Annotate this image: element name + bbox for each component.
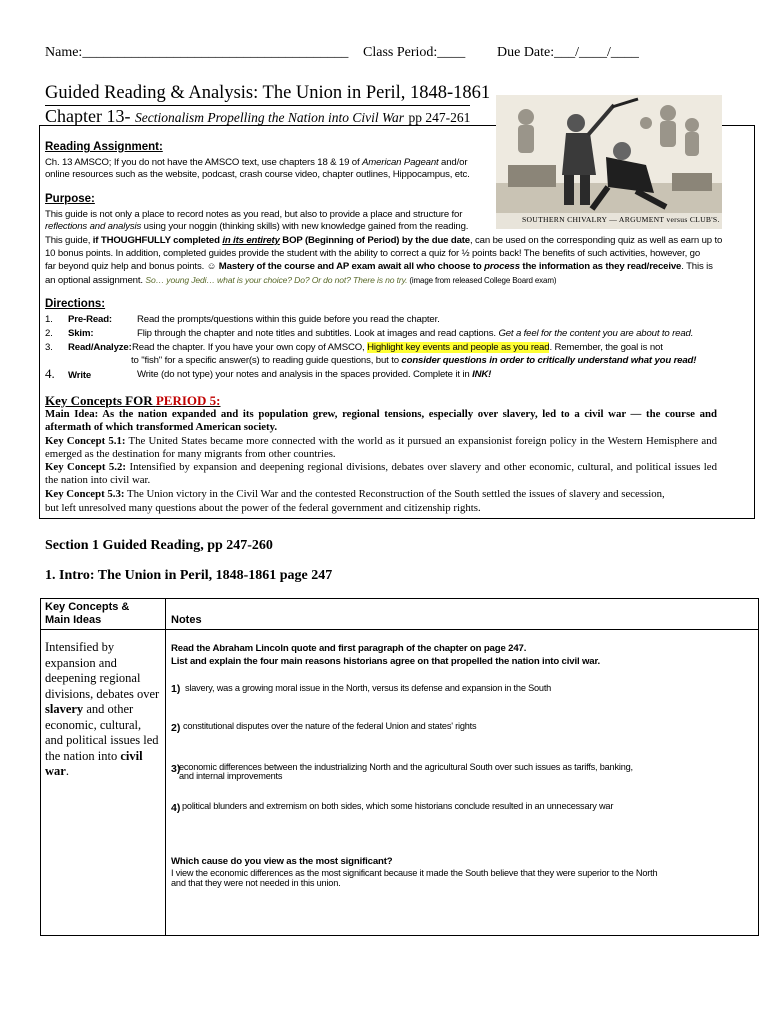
ra-or: and/or xyxy=(438,157,468,168)
main-idea: Main Idea: As the nation expanded and its population grew, regional tensions, especially over slavery, led to a civil war — the course and aftermath of which transformed American society. xyxy=(45,408,717,434)
notes-prompt-1: Read the Abraham Lincoln quote and first paragraph of the chapter on page 247. xyxy=(171,643,527,654)
p5c: process xyxy=(484,261,520,272)
chapter-pages: pp 247-261 xyxy=(408,110,471,125)
reading-assignment-heading: Reading Assignment: xyxy=(45,141,163,153)
th1-l2: Main Ideas xyxy=(45,614,102,626)
p3e: , can be used on the corresponding quiz as well as earn up to xyxy=(470,235,723,246)
purpose-line6 xyxy=(45,275,556,287)
key-concept-5-3 xyxy=(45,488,665,501)
p6b: So… young Jedi… what is your choice? Do? Or do not? There is no try. xyxy=(145,275,408,285)
reason-2-number: 2) xyxy=(171,722,181,734)
direction-3-label: Read/Analyze: xyxy=(68,342,132,353)
chapter-heading xyxy=(45,106,470,127)
d3l2b: consider questions in order to critically understand what you read xyxy=(401,355,694,366)
direction-2-num: 2. xyxy=(45,328,53,339)
p5e: . This is xyxy=(681,261,713,272)
reason-2-answer[interactable]: constitutional disputes over the nature of the federal Union and states' rights xyxy=(183,721,477,731)
purpose-heading-text: Purpose xyxy=(45,193,92,205)
direction-1-text: Read the prompts/questions within this guide before you read the chapter. xyxy=(137,314,440,325)
d3hl: Highlight key events and people as you read xyxy=(367,342,550,353)
directions-heading: Directions: xyxy=(45,298,106,310)
reading-assignment-line2: online resources such as the website, podcast, crash course video, chapter outlines, Hippocampus, etc. xyxy=(45,169,470,180)
main-idea-cell xyxy=(45,640,160,780)
p6a: an optional assignment. xyxy=(45,275,146,286)
lc-a: Intensified by expansion and deepening regional divisions, debates over xyxy=(45,640,160,701)
ra-text: Ch. 13 AMSCO; If you do not have the AMSCO text, use chapters 18 & 19 of xyxy=(45,157,363,168)
direction-4-num: 4. xyxy=(45,366,55,381)
purpose-line5 xyxy=(45,261,713,273)
purpose-line4: 10 bonus points. In addition, completed guides provide the student with the ability to correct a quiz for ½ points back! The benefits of such activities, however, go xyxy=(45,248,701,259)
key-concepts-heading xyxy=(45,393,221,409)
class-period-field[interactable]: Class Period:____ xyxy=(363,45,466,60)
intro-title: 1. Intro: The Union in Peril, 1848-1861 page 247 xyxy=(45,568,333,583)
d3l2c: ! xyxy=(693,355,697,366)
th1-l1: Key Concepts & xyxy=(45,601,130,613)
reason-4-number: 4) xyxy=(171,802,181,814)
d3t: Read the chapter. If you have your own copy of AMSCO, xyxy=(132,342,368,353)
direction-3-line2 xyxy=(131,355,696,367)
d2ti: Get a feel for the content you are about to read. xyxy=(498,328,694,339)
p3c: in its entirety xyxy=(222,235,280,246)
kc51-label: Key Concept 5.1: xyxy=(45,435,126,447)
lc-e: . xyxy=(65,764,69,778)
kc52-label: Key Concept 5.2: xyxy=(45,461,126,473)
table-header-notes: Notes xyxy=(171,614,202,626)
significance-question: Which cause do you view as the most significant? xyxy=(171,856,393,867)
kc-head-b: PERIOD 5: xyxy=(155,393,221,408)
direction-4-label: Write xyxy=(68,370,92,381)
p6c: (image from released College Board exam) xyxy=(407,276,557,285)
d4t: Write (do not type) your notes and analysis in the spaces provided. Complete it in xyxy=(137,369,473,380)
reason-3-answer-line2[interactable]: and internal improvements xyxy=(179,771,283,781)
purpose-heading xyxy=(45,193,95,205)
kc53-label: Key Concept 5.3: xyxy=(45,488,125,500)
lc-b: slavery xyxy=(45,702,84,716)
p5d: the information as they read/receive xyxy=(519,261,682,272)
significance-answer-line2[interactable]: and that they were not needed in this union. xyxy=(171,878,341,888)
reason-1-number: 1) xyxy=(171,683,181,695)
direction-3-text xyxy=(132,342,663,354)
key-concept-5-3-line2: but left unresolved many questions about the power of the federal government and citizenship rights. xyxy=(45,502,481,514)
section-title: Section 1 Guided Reading, pp 247-260 xyxy=(45,538,273,553)
purpose-reflections: reflections and analysis xyxy=(45,221,142,232)
p3d: BOP (Beginning of Period) by the due date xyxy=(279,235,470,246)
table-column-divider xyxy=(165,598,166,936)
direction-2-label: Skim: xyxy=(68,328,94,339)
reason-3-answer[interactable]: economic differences between the industrializing North and the agricultural South over such issues as tariffs, banking, xyxy=(179,762,633,772)
d2t: Flip through the chapter and note titles and subtitles. Look at images and read captions. xyxy=(137,328,499,339)
purpose-line1: This guide is not only a place to record notes as you read, but also to provide a place and structure for xyxy=(45,209,463,220)
direction-1-label: Pre-Read: xyxy=(68,314,112,325)
p3b: if THOUGHFULLY completed xyxy=(92,235,223,246)
purpose-line3 xyxy=(45,235,722,247)
table-header-divider xyxy=(40,629,759,630)
name-field[interactable]: Name:______________________________________ xyxy=(45,45,349,60)
purpose-noggin: using your noggin (thinking skills) with new knowledge gained from the reading. xyxy=(141,221,469,232)
chapter-subtitle: Sectionalism Propelling the Nation into Civil War xyxy=(134,110,404,125)
d3t2: . Remember, the goal is not xyxy=(549,342,663,353)
p5b: Mastery of the course and AP exam await all who choose to xyxy=(218,261,485,272)
lc-c: and other economic, cultural, and political issues led the nation into xyxy=(45,702,159,763)
key-concept-5-1 xyxy=(45,435,717,462)
kc53-line1: The Union victory in the Civil War and the contested Reconstruction of the South settled the issues of slavery and secession, xyxy=(124,488,665,500)
d4ink: INK! xyxy=(472,369,492,380)
kc52-text: Intensified by expansion and deepening regional divisions, debates over slavery and other economic, cultural, and political issues led the nation into civil war. xyxy=(45,461,717,487)
reason-1-answer[interactable]: slavery, was a growing moral issue in the North, versus its defense and expansion in the South xyxy=(185,683,552,693)
southern-chivalry-illustration xyxy=(496,95,722,229)
notes-prompt-2: List and explain the four main reasons historians agree on that propelled the nation into civil war. xyxy=(171,656,601,667)
due-date-field[interactable]: Due Date:___/____/____ xyxy=(497,45,639,60)
cartoon-drawing xyxy=(496,95,722,229)
kc-head-a: Key Concepts FOR xyxy=(45,393,156,408)
d3l2a: to "fish" for a specific answer(s) to reading guide questions, but to xyxy=(131,355,402,366)
p5a: far beyond quiz help and bonus points. ☺ xyxy=(45,261,219,272)
illustration-caption: SOUTHERN CHIVALRY — ARGUMENT versus CLUB'S. xyxy=(522,215,720,224)
purpose-line2 xyxy=(45,221,468,233)
direction-2-text xyxy=(137,328,693,340)
purpose-heading-colon: : xyxy=(91,193,95,205)
key-concept-5-2 xyxy=(45,461,717,488)
chapter-prefix: Chapter 13- xyxy=(45,106,131,126)
significance-answer-line1[interactable]: I view the economic differences as the most significant because it made the South believe that they were superior to the North xyxy=(171,868,658,878)
table-header-key-concepts xyxy=(45,601,129,627)
page-title: Guided Reading & Analysis: The Union in Peril, 1848-1861 xyxy=(45,83,491,103)
direction-3-num: 3. xyxy=(45,342,53,353)
kc51-text: The United States became more connected with the world as it pursued an expansionist foreign policy in the Western Hemisphere and emerged as the destination for many migrants from other countries. xyxy=(45,435,718,461)
ra-pageant: American Pageant xyxy=(362,157,439,168)
reason-3-number: 3) xyxy=(171,763,181,775)
lc-d: civil war xyxy=(45,748,143,778)
p3a: This guide, xyxy=(45,235,93,246)
direction-1-num: 1. xyxy=(45,314,53,325)
reason-4-answer[interactable]: political blunders and extremism on both sides, which some historians conclude resulted in an unnecessary war xyxy=(182,801,614,811)
direction-4-text xyxy=(137,369,491,381)
reading-assignment-line1 xyxy=(45,157,467,169)
